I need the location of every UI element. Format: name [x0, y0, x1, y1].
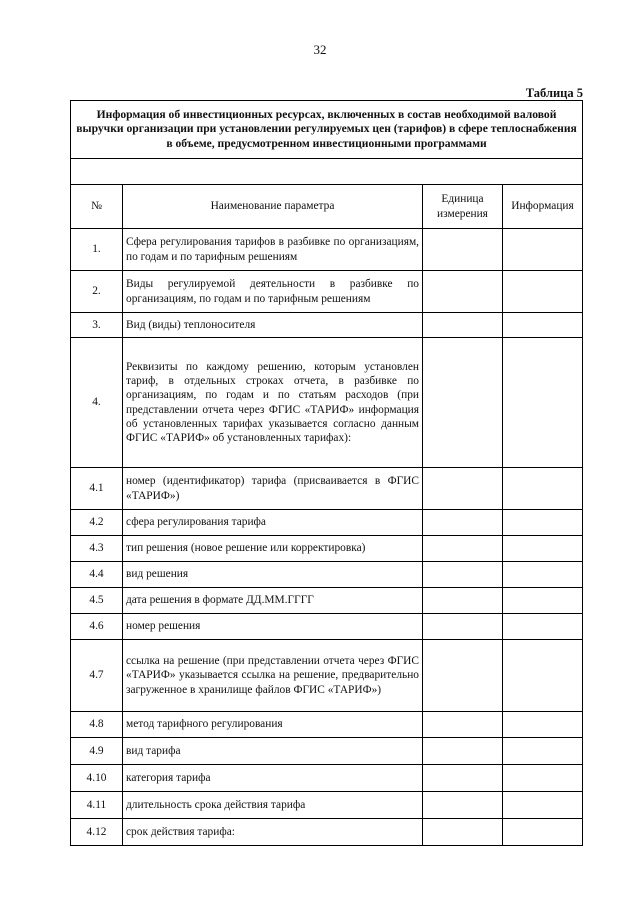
header-num: №	[71, 185, 123, 229]
caption-row	[71, 101, 583, 159]
row-number: 3.	[71, 313, 123, 338]
row-info-cell	[503, 792, 583, 819]
row-parameter: номер (идентификатор) тарифа (присваивается в ФГИС «ТАРИФ»)	[123, 468, 423, 510]
row-unit-cell	[423, 792, 503, 819]
row-parameter: тип решения (новое решение или корректировка)	[123, 536, 423, 562]
table-row	[71, 229, 583, 271]
row-unit-cell	[423, 614, 503, 640]
row-number: 4.9	[71, 738, 123, 765]
empty-cell	[71, 159, 583, 185]
row-number: 4.6	[71, 614, 123, 640]
table-row	[71, 468, 583, 510]
row-info-cell	[503, 338, 583, 468]
row-info-cell	[503, 468, 583, 510]
table-row	[71, 562, 583, 588]
row-number: 4.3	[71, 536, 123, 562]
row-number: 4.11	[71, 792, 123, 819]
row-number: 4.10	[71, 765, 123, 792]
header-row	[71, 185, 583, 229]
table-row	[71, 792, 583, 819]
parameters-table	[70, 100, 583, 846]
row-unit-cell	[423, 562, 503, 588]
row-number: 4.	[71, 338, 123, 468]
row-parameter: Сфера регулирования тарифов в разбивке по организациям, по годам и по тарифным решениям	[123, 229, 423, 271]
table-row	[71, 313, 583, 338]
row-number: 4.5	[71, 588, 123, 614]
row-parameter: Реквизиты по каждому решению, которым установлен тариф, в отдельных строках отчета, в разбивке по организациям, по годам и по статьям расходов (при представлении отчета через ФГИС «ТАРИФ» информация об установленных тарифах указывается согласно данным ФГИС «ТАРИФ» об установленных тарифах):	[123, 338, 423, 468]
row-info-cell	[503, 819, 583, 846]
table-row	[71, 536, 583, 562]
row-info-cell	[503, 229, 583, 271]
table-row	[71, 738, 583, 765]
row-info-cell	[503, 712, 583, 738]
row-number: 4.8	[71, 712, 123, 738]
table-label: Таблица 5	[525, 86, 583, 100]
row-parameter: срок действия тарифа:	[123, 819, 423, 846]
row-unit-cell	[423, 819, 503, 846]
row-unit-cell	[423, 712, 503, 738]
row-parameter: вид тарифа	[123, 738, 423, 765]
page-number: 32	[313, 42, 327, 57]
header-name: Наименование параметра	[123, 185, 423, 229]
row-parameter: ссылка на решение (при представлении отчета через ФГИС «ТАРИФ» указывается ссылка на решение, предварительно загруженное в хранилище файлов ФГИС «ТАРИФ»)	[123, 640, 423, 712]
table-row	[71, 510, 583, 536]
row-info-cell	[503, 536, 583, 562]
row-unit-cell	[423, 588, 503, 614]
header-unit: Единица измерения	[423, 185, 503, 229]
row-unit-cell	[423, 738, 503, 765]
row-parameter: Виды регулируемой деятельности в разбивке по организациям, по годам и по тарифным решениям	[123, 271, 423, 313]
row-number: 4.1	[71, 468, 123, 510]
row-unit-cell	[423, 338, 503, 468]
row-unit-cell	[423, 536, 503, 562]
row-info-cell	[503, 313, 583, 338]
row-number: 4.4	[71, 562, 123, 588]
row-unit-cell	[423, 468, 503, 510]
row-number: 4.2	[71, 510, 123, 536]
row-parameter: Вид (виды) теплоносителя	[123, 313, 423, 338]
row-number: 2.	[71, 271, 123, 313]
row-parameter: метод тарифного регулирования	[123, 712, 423, 738]
row-info-cell	[503, 510, 583, 536]
row-unit-cell	[423, 229, 503, 271]
row-unit-cell	[423, 765, 503, 792]
table-row	[71, 614, 583, 640]
row-parameter: вид решения	[123, 562, 423, 588]
row-parameter: дата решения в формате ДД.ММ.ГГГГ	[123, 588, 423, 614]
row-info-cell	[503, 562, 583, 588]
row-info-cell	[503, 765, 583, 792]
row-number: 4.12	[71, 819, 123, 846]
row-number: 1.	[71, 229, 123, 271]
row-parameter: сфера регулирования тарифа	[123, 510, 423, 536]
table-row	[71, 588, 583, 614]
row-unit-cell	[423, 510, 503, 536]
table-row	[71, 338, 583, 468]
row-parameter: номер решения	[123, 614, 423, 640]
row-unit-cell	[423, 640, 503, 712]
row-parameter: длительность срока действия тарифа	[123, 792, 423, 819]
row-info-cell	[503, 640, 583, 712]
spacer-row	[71, 159, 583, 185]
header-info: Информация	[503, 185, 583, 229]
row-info-cell	[503, 588, 583, 614]
table-row	[71, 819, 583, 846]
row-info-cell	[503, 614, 583, 640]
row-unit-cell	[423, 271, 503, 313]
row-info-cell	[503, 738, 583, 765]
row-unit-cell	[423, 313, 503, 338]
table-row	[71, 271, 583, 313]
table-row	[71, 640, 583, 712]
table-row	[71, 712, 583, 738]
table-row	[71, 765, 583, 792]
table-caption: Информация об инвестиционных ресурсах, включенных в состав необходимой валовой выручки организации при установлении регулируемых цен (тарифов) в сфере теплоснабжения в объеме, предусмотренном инвестиционными программами	[71, 101, 583, 159]
row-number: 4.7	[71, 640, 123, 712]
row-info-cell	[503, 271, 583, 313]
row-parameter: категория тарифа	[123, 765, 423, 792]
